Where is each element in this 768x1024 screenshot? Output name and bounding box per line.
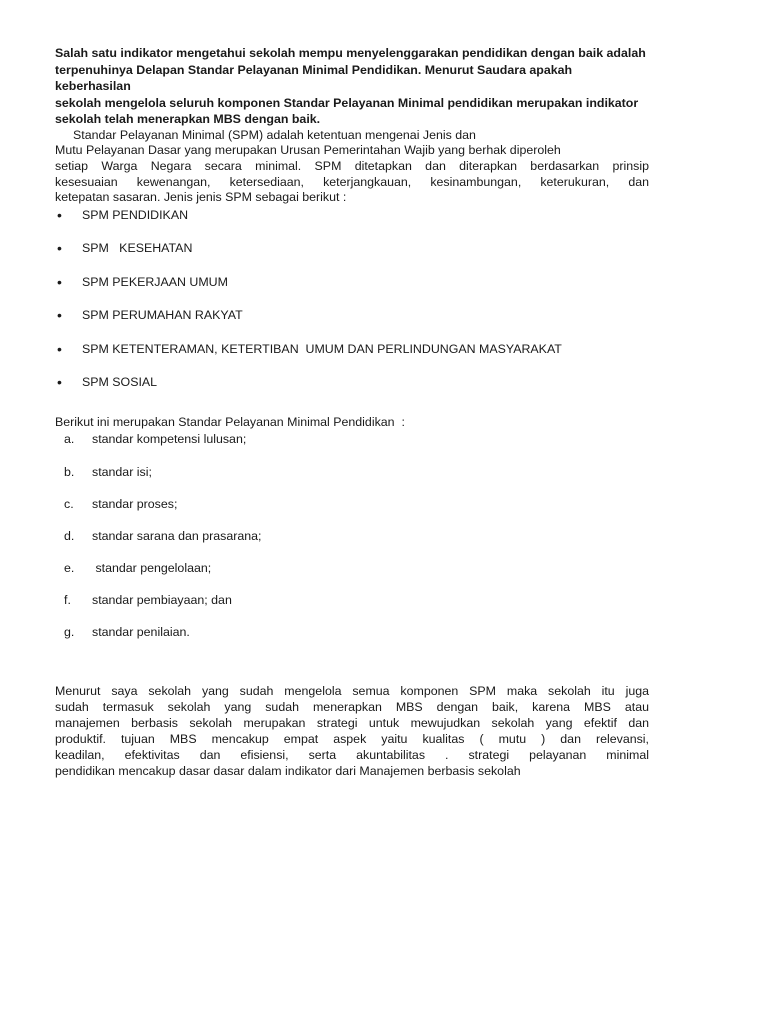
list-item: f. standar pembiayaan; dan [64,593,232,608]
list-item: e. standar pengelolaan; [64,561,212,576]
list-item: a. standar kompetensi lulusan; [64,432,247,447]
question-line: sekolah mengelola seluruh komponen Standar Pelayanan Minimal pendidikan merupakan indikator [55,95,639,110]
conclusion-line: Menurut saya sekolah yang sudah mengelola semua komponen SPM maka sekolah itu juga [55,683,649,698]
conclusion-paragraph [55,683,649,780]
definition-line: kesesuaian kewenangan, ketersediaan, keterjangkauan, kesinambungan, keterukuran, dan [55,174,649,189]
standards-list [55,432,649,657]
conclusion-line: pendidikan mencakup dasar dasar dalam indikator dari Manajemen berbasis sekolah [55,764,521,779]
bullet-icon: • [57,373,62,390]
spm-type-list [55,208,649,408]
bullet-icon: • [57,240,62,257]
document-page [55,45,649,779]
definition-paragraph [55,128,649,207]
list-item: • SPM KESEHATAN [57,240,193,257]
list-item: • SPM PENDIDIKAN [57,207,189,224]
standards-intro: Berikut ini merupakan Standar Pelayanan Minimal Pendidikan : [55,415,405,430]
bullet-icon: • [57,307,62,324]
question-line: Salah satu indikator mengetahui sekolah mempu menyelenggarakan pendidikan dengan baik adalah [55,46,646,60]
list-item: • SPM SOSIAL [57,373,158,390]
bullet-icon: • [57,207,62,224]
bullet-icon: • [57,273,62,290]
question-line: sekolah telah menerapkan MBS dengan baik. [55,112,321,126]
definition-line: ketepatan sasaran. Jenis jenis SPM sebagai berikut : [55,190,347,205]
conclusion-line: keadilan, efektivitas dan efisiensi, serta akuntabilitas . strategi pelayanan minimal [55,748,649,763]
definition-line: Standar Pelayanan Minimal (SPM) adalah ketentuan mengenai Jenis dan [73,127,476,142]
conclusion-line: sudah termasuk sekolah yang sudah menerapkan MBS dengan baik, karena MBS atau [55,699,649,714]
list-item: b. standar isi; [64,464,152,479]
list-item: • SPM PERUMAHAN RAKYAT [57,307,243,324]
question-paragraph [55,45,649,128]
definition-line: Mutu Pelayanan Dasar yang merupakan Urusan Pemerintahan Wajib yang berhak diperoleh [55,143,561,158]
bullet-icon: • [57,340,62,357]
list-item: • SPM PEKERJAAN UMUM [57,273,228,290]
question-line: terpenuhinya Delapan Standar Pelayanan Minimal Pendidikan. Menurut Saudara apakah keberhasilan [55,62,573,93]
list-item: c. standar proses; [64,496,178,511]
list-item: d. standar sarana dan prasarana; [64,528,262,543]
conclusion-line: manajemen berbasis sekolah merupakan strategi untuk mewujudkan sekolah yang efektif dan [55,715,649,730]
list-item: g. standar penilaian. [64,625,190,640]
conclusion-line: produktif. tujuan MBS mencakup empat aspek yaitu kualitas ( mutu ) dan relevansi, [55,731,649,746]
list-item: • SPM KETENTERAMAN, KETERTIBAN UMUM DAN PERLINDUNGAN MASYARAKAT [57,340,562,357]
definition-line: setiap Warga Negara secara minimal. SPM ditetapkan dan diterapkan berdasarkan prinsip [55,158,649,173]
